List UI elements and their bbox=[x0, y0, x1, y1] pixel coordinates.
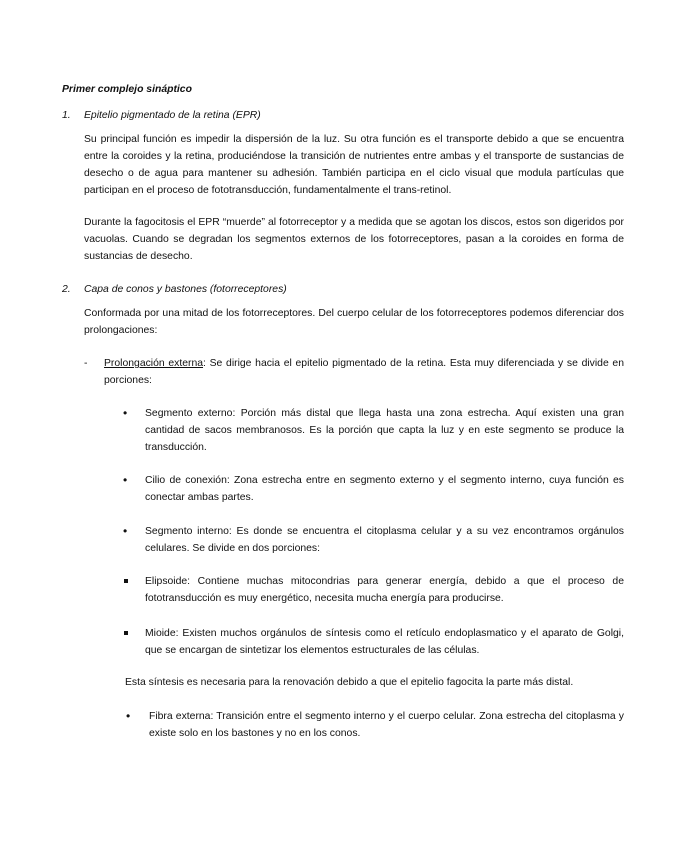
bullet-icon: • bbox=[123, 473, 128, 487]
prolongacion-externa-label: Prolongación externa bbox=[104, 358, 204, 369]
bullet-icon: • bbox=[123, 524, 128, 538]
bullet-segmento-interno: Segmento interno: Es donde se encuentra el citoplasma celular y a su vez encontramos orgánulos celulares. Se divide en dos porciones: bbox=[145, 526, 624, 554]
bullet-icon: • bbox=[126, 709, 131, 723]
square-bullet-icon bbox=[124, 631, 128, 635]
section-2-intro: Conformada por una mitad de los fotorreceptores. Del cuerpo celular de los fotorreceptores podemos diferenciar dos prolongaciones: bbox=[84, 308, 624, 336]
square-bullet-icon bbox=[124, 579, 128, 583]
bullet-segmento-externo: Segmento externo: Porción más distal que llega hasta una zona estrecha. Aquí existen una gran cantidad de sacos membranosos. Es la porción que capta la luz y en este segmento se produce la transducción. bbox=[145, 408, 624, 453]
section-2-title: Capa de conos y bastones (fotorreceptores) bbox=[84, 284, 287, 295]
section-1-number: 1. bbox=[62, 110, 71, 121]
bullet-fibra-externa: Fibra externa: Transición entre el segmento interno y el cuerpo celular. Zona estrecha del citoplasma y existe solo en los bastones y no en los conos. bbox=[149, 711, 624, 739]
synthesis-note: Esta síntesis es necesaria para la renovación debido a que el epitelio fagocita la parte más distal. bbox=[125, 677, 574, 688]
section-1-paragraph-2: Durante la fagocitosis el EPR “muerde” al fotorreceptor y a medida que se agotan los discos, estos son digeridos por vacuolas. Cuando se degradan los segmentos externos de los fotorreceptores, pasan a la coroides en forma de sustancias de desecho. bbox=[84, 217, 624, 262]
sub-item-elipsoide: Elipsoide: Contiene muchas mitocondrias para generar energía, debido a que el proceso de fototransducción es muy energético, necesita mucha energía para producirse. bbox=[145, 576, 624, 604]
prolongacion-externa-text: : Se dirige hacia el epitelio pigmentado de la retina. Esta muy diferenciada y se divide en porciones: bbox=[104, 358, 624, 386]
document-heading: Primer complejo sináptico bbox=[62, 84, 192, 95]
section-1-title: Epitelio pigmentado de la retina (EPR) bbox=[84, 110, 261, 121]
prolongacion-externa-item bbox=[104, 355, 624, 389]
sub-item-mioide: Mioide: Existen muchos orgánulos de síntesis como el retículo endoplasmatico y el aparato de Golgi, que se encargan de sintetizar los elementos estructurales de las células. bbox=[145, 628, 624, 656]
section-2-number: 2. bbox=[62, 284, 71, 295]
section-1-paragraph-1: Su principal función es impedir la dispersión de la luz. Su otra función es el transporte debido a que se encuentra entre la coroides y la retina, produciéndose la transición de nutrientes entre ambas y el transporte de sustancias de desecho o de agua para mantener su adhesión. También participa en el ciclo visual que modula partículas que participan en el proceso de fototransducción, fundamentalmente el trans-retinol. bbox=[84, 134, 624, 196]
bullet-cilio-de-conexion: Cilio de conexión: Zona estrecha entre en segmento externo y el segmento interno, cuya función es conectar ambas partes. bbox=[145, 475, 624, 503]
bullet-icon: • bbox=[123, 406, 128, 420]
dash-marker: - bbox=[84, 358, 88, 369]
